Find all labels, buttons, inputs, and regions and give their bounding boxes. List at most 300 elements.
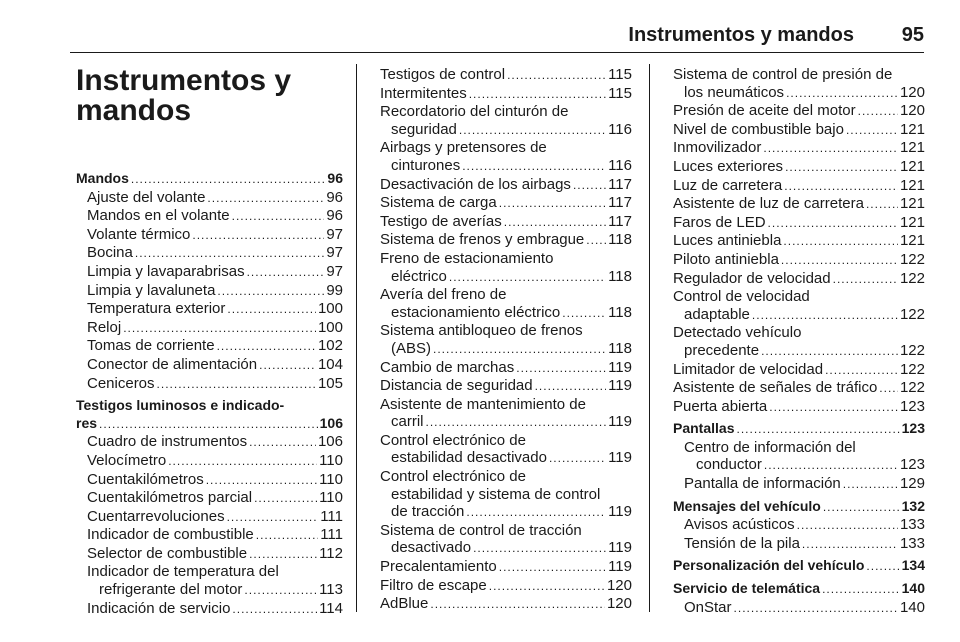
toc-entry-title: Tensión de la pila bbox=[684, 534, 800, 552]
toc-entry-page: 121 bbox=[899, 176, 925, 194]
toc-entry-page: 119 bbox=[608, 539, 632, 557]
dot-leader bbox=[879, 380, 898, 398]
running-title: Instrumentos y mandos bbox=[628, 24, 854, 46]
toc-entry-page: 97 bbox=[326, 225, 343, 243]
toc-entry-title: Ceniceros bbox=[87, 374, 155, 392]
toc-entry-page: 120 bbox=[899, 102, 925, 120]
dot-leader bbox=[131, 171, 326, 189]
toc-entry[interactable] bbox=[673, 379, 925, 398]
toc-entry-title: Ajuste del volante bbox=[87, 188, 206, 206]
toc-entry-title: Indicador de temperatura del bbox=[87, 563, 279, 581]
toc-entry-title: Indicador de combustible bbox=[87, 526, 254, 544]
toc-entry-page: 123 bbox=[899, 456, 925, 474]
toc-entry[interactable] bbox=[380, 503, 632, 522]
toc-column-3 bbox=[673, 66, 925, 617]
dot-leader bbox=[504, 214, 606, 232]
dot-leader bbox=[489, 578, 605, 596]
toc-entry-page: 140 bbox=[901, 580, 925, 597]
dot-leader bbox=[249, 434, 316, 452]
toc-entry-title: Volante térmico bbox=[87, 225, 191, 243]
toc-entry[interactable] bbox=[380, 396, 632, 414]
toc-entry-title: Temperatura exterior bbox=[87, 300, 226, 318]
toc-entry[interactable] bbox=[380, 194, 632, 213]
toc-entry-page: 119 bbox=[608, 377, 632, 395]
toc-entry-title: Piloto antiniebla bbox=[673, 250, 779, 268]
toc-entry-page: 116 bbox=[608, 120, 632, 138]
toc-entry[interactable] bbox=[76, 263, 343, 282]
toc-entry[interactable] bbox=[76, 452, 343, 471]
toc-entry-page: 116 bbox=[608, 156, 632, 174]
toc-entry-title: Sistema antibloqueo de frenos bbox=[380, 322, 583, 340]
dot-leader bbox=[466, 504, 606, 522]
toc-entry[interactable] bbox=[76, 397, 343, 415]
dot-leader bbox=[207, 190, 324, 208]
dot-leader bbox=[825, 362, 898, 380]
dot-leader bbox=[734, 600, 898, 618]
toc-entry-title: seguridad bbox=[391, 120, 457, 138]
toc-entry-title: Mandos en el volante bbox=[87, 207, 230, 225]
toc-entry[interactable] bbox=[673, 361, 925, 380]
dot-leader bbox=[249, 546, 317, 564]
toc-entry-page: 121 bbox=[899, 213, 925, 231]
toc-entries bbox=[76, 170, 343, 618]
toc-entry-page: 121 bbox=[899, 195, 925, 213]
toc-entry-page: 140 bbox=[899, 598, 925, 616]
toc-column-2 bbox=[380, 66, 632, 614]
dot-leader bbox=[781, 252, 898, 270]
toc-entry-title: AdBlue bbox=[380, 595, 429, 613]
toc-entry-page: 119 bbox=[608, 358, 632, 376]
toc-entry-title: Velocímetro bbox=[87, 451, 167, 469]
toc-entry[interactable] bbox=[380, 595, 632, 614]
toc-entry-page: 104 bbox=[317, 355, 343, 373]
toc-entry[interactable] bbox=[380, 486, 632, 504]
toc-entry-title: conductor bbox=[696, 456, 762, 474]
toc-entry-title: Tomas de corriente bbox=[87, 337, 215, 355]
toc-entries bbox=[380, 66, 632, 614]
toc-entry[interactable] bbox=[673, 84, 925, 103]
toc-entry[interactable] bbox=[380, 304, 632, 323]
toc-entry[interactable] bbox=[76, 600, 343, 619]
toc-entry-page: 113 bbox=[319, 581, 343, 599]
toc-entry-title: Conector de alimentación bbox=[87, 355, 258, 373]
toc-entry[interactable] bbox=[380, 286, 632, 304]
toc-entry[interactable] bbox=[673, 420, 925, 439]
toc-entry-title: los neumáticos bbox=[684, 83, 785, 101]
toc-entry-page: 97 bbox=[326, 244, 343, 262]
toc-entry[interactable] bbox=[673, 158, 925, 177]
toc-entry-title: Limpia y lavaparabrisas bbox=[87, 262, 245, 280]
toc-entry-title: Testigo de averías bbox=[380, 212, 502, 230]
dot-leader bbox=[573, 177, 606, 195]
toc-entry-page: 120 bbox=[606, 576, 632, 594]
dot-leader bbox=[168, 453, 317, 471]
dot-leader bbox=[135, 245, 324, 263]
toc-entry[interactable] bbox=[673, 580, 925, 599]
toc-entry[interactable] bbox=[76, 356, 343, 375]
dot-leader bbox=[157, 376, 316, 394]
toc-entry-title: Freno de estacionamiento bbox=[380, 249, 554, 267]
toc-entry[interactable] bbox=[76, 415, 343, 434]
toc-entry-title: Control electrónico de bbox=[380, 431, 526, 449]
toc-entry-page: 133 bbox=[899, 534, 925, 552]
dot-leader bbox=[99, 416, 318, 434]
toc-entry-page: 129 bbox=[899, 475, 925, 493]
toc-entry-page: 121 bbox=[899, 139, 925, 157]
dot-leader bbox=[769, 399, 898, 417]
dot-leader bbox=[433, 341, 606, 359]
toc-entry-title: Luz de carretera bbox=[673, 176, 783, 194]
toc-entry[interactable] bbox=[76, 337, 343, 356]
toc-entry-page: 102 bbox=[317, 337, 343, 355]
toc-entry[interactable] bbox=[380, 359, 632, 378]
toc-entry-title: Inmovilizador bbox=[673, 139, 762, 157]
toc-entry-page: 100 bbox=[317, 318, 343, 336]
toc-entry[interactable] bbox=[380, 250, 632, 268]
toc-entry-title: Control electrónico de bbox=[380, 468, 526, 486]
toc-entry-title: carril bbox=[391, 413, 424, 431]
toc-entry-title: res bbox=[76, 414, 98, 431]
toc-entry-page: 117 bbox=[608, 212, 632, 230]
toc-entry[interactable] bbox=[76, 433, 343, 452]
dot-leader bbox=[843, 476, 898, 494]
toc-entry[interactable] bbox=[673, 516, 925, 535]
toc-entry[interactable] bbox=[673, 139, 925, 158]
dot-leader bbox=[227, 509, 319, 527]
toc-entry-title: estabilidad desactivado bbox=[391, 449, 547, 467]
toc-entry-title: Testigos luminosos e indicado- bbox=[76, 397, 285, 414]
dot-leader bbox=[254, 490, 317, 508]
toc-entry-title: Detectado vehículo bbox=[673, 324, 802, 342]
dot-leader bbox=[797, 517, 898, 535]
toc-entry-page: 118 bbox=[608, 303, 632, 321]
toc-entry[interactable] bbox=[673, 121, 925, 140]
toc-entry[interactable] bbox=[76, 282, 343, 301]
toc-entry[interactable] bbox=[380, 377, 632, 396]
toc-entry-title: OnStar bbox=[684, 598, 732, 616]
toc-entry[interactable] bbox=[76, 526, 343, 545]
dot-leader bbox=[232, 208, 325, 226]
toc-entry[interactable] bbox=[673, 342, 925, 361]
toc-entry[interactable] bbox=[380, 176, 632, 195]
toc-entry-title: Bocina bbox=[87, 244, 133, 262]
dot-leader bbox=[256, 527, 318, 545]
toc-entry-page: 118 bbox=[608, 231, 632, 249]
toc-entry-title: Desactivación de los airbags bbox=[380, 175, 571, 193]
dot-leader bbox=[459, 122, 606, 140]
toc-entry-title: Puerta abierta bbox=[673, 397, 768, 415]
toc-entry-title: estabilidad y sistema de control bbox=[391, 485, 601, 503]
dot-leader bbox=[786, 85, 898, 103]
toc-entry-page: 105 bbox=[317, 374, 343, 392]
dot-leader bbox=[499, 195, 606, 213]
toc-entry-page: 121 bbox=[899, 120, 925, 138]
toc-entry[interactable] bbox=[673, 599, 925, 618]
toc-entry-page: 120 bbox=[606, 595, 632, 613]
toc-entry[interactable] bbox=[380, 322, 632, 340]
toc-entry[interactable] bbox=[380, 231, 632, 250]
toc-entry[interactable] bbox=[76, 563, 343, 581]
toc-entry-page: 132 bbox=[901, 497, 925, 514]
toc-entry-title: Asistente de mantenimiento de bbox=[380, 395, 586, 413]
toc-entry[interactable] bbox=[380, 268, 632, 287]
toc-entry-page: 122 bbox=[899, 305, 925, 323]
dot-leader bbox=[227, 301, 316, 319]
toc-entry[interactable] bbox=[380, 522, 632, 540]
toc-entry-title: refrigerante del motor bbox=[99, 581, 243, 599]
toc-entry[interactable] bbox=[673, 324, 925, 342]
toc-entry-page: 115 bbox=[608, 84, 632, 102]
toc-entry-page: 96 bbox=[326, 207, 343, 225]
toc-entry[interactable] bbox=[76, 170, 343, 189]
toc-column-1 bbox=[76, 66, 343, 618]
dot-leader bbox=[784, 178, 898, 196]
toc-entry[interactable] bbox=[76, 300, 343, 319]
toc-entry-page: 100 bbox=[317, 300, 343, 318]
toc-entry-page: 110 bbox=[319, 451, 343, 469]
toc-entry-title: estacionamiento eléctrico bbox=[391, 303, 561, 321]
toc-entry-title: Cambio de marchas bbox=[380, 358, 515, 376]
toc-entry-title: Sistema de frenos y embrague bbox=[380, 231, 585, 249]
toc-entry-title: Presión de aceite del motor bbox=[673, 102, 856, 120]
toc-entry[interactable] bbox=[673, 498, 925, 517]
toc-entries bbox=[673, 66, 925, 617]
toc-entry-page: 99 bbox=[326, 281, 343, 299]
dot-leader bbox=[206, 472, 317, 490]
toc-entry-title: Limitador de velocidad bbox=[673, 360, 824, 378]
toc-entry-title: Pantalla de información bbox=[684, 475, 841, 493]
toc-entry[interactable] bbox=[76, 244, 343, 263]
dot-leader bbox=[846, 122, 898, 140]
toc-entry-title: Regulador de velocidad bbox=[673, 269, 831, 287]
toc-entry-page: 123 bbox=[901, 420, 925, 437]
toc-entry-title: Asistente de luz de carretera bbox=[673, 195, 864, 213]
dot-leader bbox=[449, 269, 606, 287]
dot-leader bbox=[232, 601, 317, 619]
toc-entry-page: 133 bbox=[899, 516, 925, 534]
toc-entry-title: Selector de combustible bbox=[87, 544, 248, 562]
dot-leader bbox=[783, 233, 898, 251]
toc-entry-page: 96 bbox=[326, 188, 343, 206]
toc-entry-page: 111 bbox=[320, 526, 343, 544]
toc-entry[interactable] bbox=[380, 66, 632, 85]
toc-entry[interactable] bbox=[673, 102, 925, 121]
toc-entry[interactable] bbox=[380, 121, 632, 140]
toc-entry[interactable] bbox=[380, 539, 632, 558]
toc-entry[interactable] bbox=[673, 288, 925, 306]
toc-entry-title: Avería del freno de bbox=[380, 286, 507, 304]
toc-entry-page: 121 bbox=[899, 232, 925, 250]
toc-entry-page: 119 bbox=[608, 558, 632, 576]
page-header bbox=[520, 24, 924, 47]
toc-entry[interactable] bbox=[673, 251, 925, 270]
dot-leader bbox=[217, 338, 316, 356]
toc-entry[interactable] bbox=[76, 508, 343, 527]
toc-entry-title: Luces antiniebla bbox=[673, 232, 782, 250]
dot-leader bbox=[430, 596, 605, 614]
toc-entry-title: Filtro de escape bbox=[380, 576, 487, 594]
toc-entry[interactable] bbox=[380, 85, 632, 104]
toc-entry[interactable] bbox=[673, 535, 925, 554]
toc-entry[interactable] bbox=[76, 489, 343, 508]
header-rule bbox=[70, 52, 924, 53]
toc-entry-page: 114 bbox=[319, 599, 343, 617]
dot-leader bbox=[469, 86, 606, 104]
toc-entry[interactable] bbox=[76, 226, 343, 245]
toc-entry-page: 120 bbox=[899, 83, 925, 101]
dot-leader bbox=[426, 414, 607, 432]
toc-entry[interactable] bbox=[380, 577, 632, 596]
dot-leader bbox=[866, 558, 899, 576]
toc-entry-title: (ABS) bbox=[391, 339, 432, 357]
toc-entry[interactable] bbox=[673, 475, 925, 494]
dot-leader bbox=[823, 499, 900, 517]
toc-entry-title: Asistente de señales de tráfico bbox=[673, 379, 878, 397]
toc-entry[interactable] bbox=[380, 413, 632, 432]
dot-leader bbox=[462, 158, 606, 176]
toc-entry[interactable] bbox=[380, 468, 632, 486]
toc-entry[interactable] bbox=[673, 195, 925, 214]
toc-entry[interactable] bbox=[673, 66, 925, 84]
toc-entry-title: Nivel de combustible bajo bbox=[673, 120, 844, 138]
dot-leader bbox=[562, 305, 606, 323]
toc-entry-title: Centro de información del bbox=[684, 438, 856, 456]
toc-entry-page: 110 bbox=[319, 470, 343, 488]
dot-leader bbox=[244, 582, 317, 600]
toc-entry-title: Cuentakilómetros bbox=[87, 470, 204, 488]
dot-leader bbox=[123, 320, 316, 338]
dot-leader bbox=[586, 232, 606, 250]
toc-entry[interactable] bbox=[76, 545, 343, 564]
toc-entry[interactable] bbox=[380, 103, 632, 121]
dot-leader bbox=[549, 450, 606, 468]
toc-entry-title: Sistema de control de presión de bbox=[673, 66, 893, 83]
dot-leader bbox=[247, 264, 325, 282]
toc-entry-page: 96 bbox=[327, 170, 343, 186]
toc-entry-title: Testigos de control bbox=[380, 66, 506, 83]
dot-leader bbox=[516, 360, 606, 378]
toc-entry-title: Mensajes del vehículo bbox=[673, 497, 821, 514]
toc-entry-title: Distancia de seguridad bbox=[380, 377, 533, 395]
chapter-title bbox=[76, 66, 343, 126]
toc-entry[interactable] bbox=[673, 557, 925, 576]
toc-entry-title: Precalentamiento bbox=[380, 558, 497, 576]
dot-leader bbox=[217, 283, 324, 301]
dot-leader bbox=[866, 196, 898, 214]
toc-entry-page: 122 bbox=[899, 341, 925, 359]
toc-entry-page: 112 bbox=[319, 544, 343, 562]
toc-entry-title: Indicación de servicio bbox=[87, 599, 231, 617]
toc-entry[interactable] bbox=[380, 139, 632, 157]
toc-entry-title: Reloj bbox=[87, 318, 122, 336]
toc-entry-page: 121 bbox=[899, 157, 925, 175]
dot-leader bbox=[535, 378, 606, 396]
toc-entry[interactable] bbox=[380, 157, 632, 176]
toc-entry[interactable] bbox=[673, 398, 925, 417]
toc-entry-page: 122 bbox=[899, 250, 925, 268]
dot-leader bbox=[822, 581, 900, 599]
toc-entry[interactable] bbox=[380, 213, 632, 232]
dot-leader bbox=[752, 307, 898, 325]
toc-entry[interactable] bbox=[76, 319, 343, 338]
dot-leader bbox=[763, 140, 898, 158]
toc-entry[interactable] bbox=[380, 449, 632, 468]
toc-entry-title: Cuadro de instrumentos bbox=[87, 433, 248, 451]
toc-entry-title: Avisos acústicos bbox=[684, 516, 795, 534]
toc-entry-title: Servicio de telemática bbox=[673, 580, 821, 597]
toc-entry[interactable] bbox=[380, 432, 632, 450]
toc-entry[interactable] bbox=[76, 375, 343, 394]
toc-entry[interactable] bbox=[76, 189, 343, 208]
dot-leader bbox=[761, 343, 898, 361]
toc-entry[interactable] bbox=[380, 558, 632, 577]
page-number: 95 bbox=[901, 24, 924, 46]
toc-entry[interactable] bbox=[673, 214, 925, 233]
dot-leader bbox=[858, 103, 898, 121]
toc-entry-page: 123 bbox=[899, 397, 925, 415]
toc-entry-title: de tracción bbox=[391, 503, 465, 521]
column-divider-1 bbox=[356, 64, 357, 612]
toc-entry-title: Pantallas bbox=[673, 420, 735, 437]
dot-leader bbox=[259, 357, 316, 375]
chapter-title-line-2: mandos bbox=[76, 94, 192, 127]
toc-entry-title: Sistema de control de tracción bbox=[380, 521, 582, 539]
dot-leader bbox=[764, 457, 898, 475]
toc-entry[interactable] bbox=[76, 207, 343, 226]
toc-entry-page: 106 bbox=[317, 433, 343, 451]
toc-entry[interactable] bbox=[673, 270, 925, 289]
toc-entry-title: Cuentakilómetros parcial bbox=[87, 489, 253, 507]
toc-entry-title: adaptable bbox=[684, 305, 750, 323]
toc-entry[interactable] bbox=[673, 177, 925, 196]
toc-entry[interactable] bbox=[380, 340, 632, 359]
toc-entry-page: 134 bbox=[901, 557, 925, 574]
toc-entry[interactable] bbox=[76, 581, 343, 600]
toc-entry-title: Airbags y pretensores de bbox=[380, 139, 547, 157]
dot-leader bbox=[802, 536, 898, 554]
toc-entry[interactable] bbox=[673, 456, 925, 475]
toc-entry-page: 110 bbox=[319, 489, 343, 507]
toc-entry-title: Mandos bbox=[76, 170, 129, 186]
toc-entry-title: cinturones bbox=[391, 156, 461, 174]
toc-entry-page: 122 bbox=[899, 269, 925, 287]
toc-entry-page: 119 bbox=[608, 449, 632, 467]
toc-entry-page: 115 bbox=[608, 66, 632, 83]
toc-entry[interactable] bbox=[673, 439, 925, 457]
dot-leader bbox=[499, 559, 606, 577]
toc-entry-title: Intermitentes bbox=[380, 84, 467, 102]
toc-entry-title: Personalización del vehículo bbox=[673, 557, 865, 574]
dot-leader bbox=[785, 159, 898, 177]
toc-entry-title: Faros de LED bbox=[673, 213, 766, 231]
toc-entry[interactable] bbox=[76, 471, 343, 490]
toc-entry[interactable] bbox=[673, 232, 925, 251]
dot-leader bbox=[473, 540, 606, 558]
toc-entry-page: 117 bbox=[608, 175, 632, 193]
toc-entry-page: 117 bbox=[608, 194, 632, 212]
dot-leader bbox=[507, 67, 606, 85]
toc-entry-title: Recordatorio del cinturón de bbox=[380, 103, 569, 121]
dot-leader bbox=[768, 215, 898, 233]
toc-entry[interactable] bbox=[673, 306, 925, 325]
toc-entry-page: 118 bbox=[608, 339, 632, 357]
toc-entry-page: 97 bbox=[326, 262, 343, 280]
toc-entry-page: 122 bbox=[899, 360, 925, 378]
toc-entry-title: Sistema de carga bbox=[380, 194, 497, 212]
toc-entry-title: precedente bbox=[684, 341, 760, 359]
toc-entry-title: Control de velocidad bbox=[673, 288, 810, 306]
toc-entry-title: Luces exteriores bbox=[673, 157, 784, 175]
